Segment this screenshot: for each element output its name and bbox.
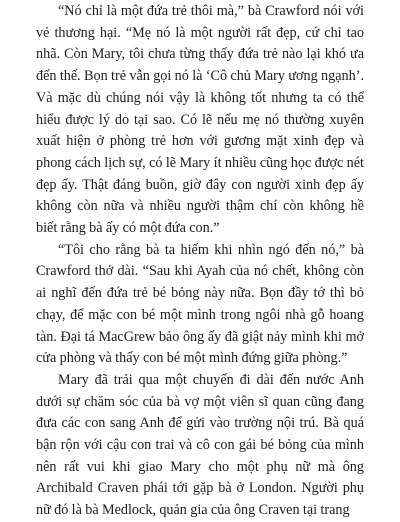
paragraph-mrs-crawford-sigh: “Tôi cho rằng bà ta hiếm khi nhìn ngó đến nó,” bà Crawford thở dài. “Sau khi Ayah của nó chết, không còn ai nghĩ đến đứa trẻ bé bỏng này nữa. Bọn đầy tớ thì bỏ chạy, để mặc con bé một mình trong ngôi nhà gỗ hoang tàn. Đại tá MacGrew bảo ông ấy đã giật nảy mình khi mở cửa phòng và thấy con bé một mình đứng giữa phòng.” — [36, 241, 364, 367]
paragraph-mrs-crawford-pity: “Nó chỉ là một đứa trẻ thôi mà,” bà Crawford nói với vẻ thương hại. “Mẹ nó là một người rất đẹp, cứ chỉ tao nhã. Còn Mary, tôi chưa từng thấy đứa trẻ nào lại khó ưa đến thế. Bọn trẻ vẫn gọi nó là ‘Cô chủ Mary ương ngạnh’. Và mặc dù chúng nói vậy là không tốt nhưng ta có thể hiểu được lý do tại sao. Có lẽ nếu mẹ nó thường xuyên xuất hiện ở phòng trẻ hơn với gương mặt xinh đẹp và phong cách lịch sự, có lẽ Mary ít nhiều cũng học được nét đẹp ấy. Thật đáng buồn, giờ đây con người xinh đẹp ấy không còn nữa và nhiều người thậm chí còn không hề biết rằng bà ấy có một đứa con.” — [36, 3, 364, 237]
paragraph-mary-journey: Mary đã trải qua một chuyến đi dài đến nước Anh dưới sự chăm sóc của bà vợ một viên sĩ quan cũng đang đưa các con sang Anh để gửi vào trường nội trú. Bà quá bận rộn với cậu con trai và cô con gái bé bỏng của mình nên rất vui khi giao Mary cho một phụ nữ mà ông Archibald Craven phái tới gặp bà ở London. Người phụ nữ đó là bà Medlock, quản gia của ông Craven tại trang — [36, 371, 364, 519]
